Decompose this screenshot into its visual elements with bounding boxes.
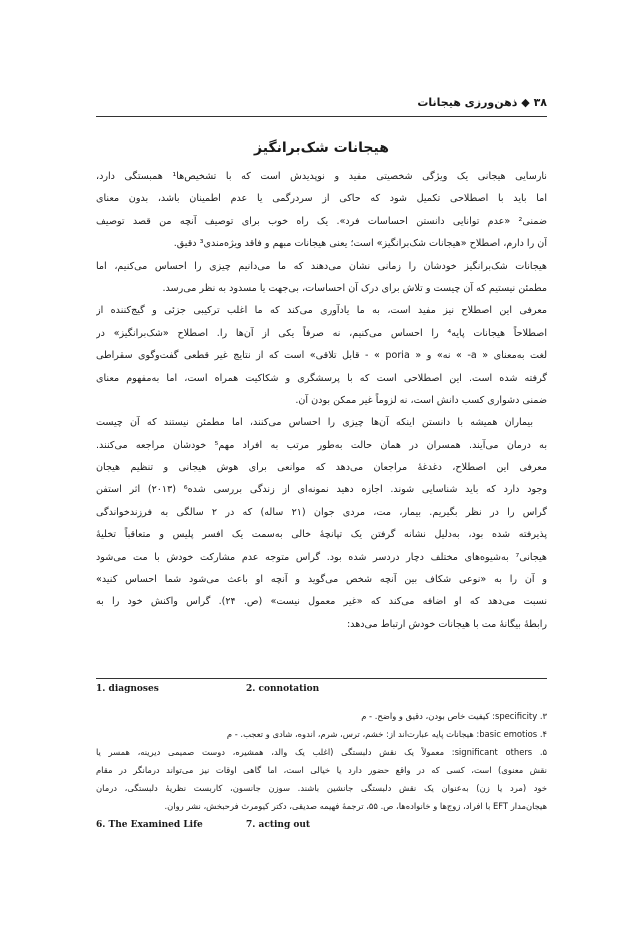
body-line: مطمئن نیستیم که آن چیست و تلاش برای درک آن احساسات، بی‌جهت یا مسدود به نظر می‌رسد. bbox=[162, 282, 547, 294]
body-line: رابطهٔ بیگانهٔ مت با هیجانات خودش ارتباط می‌دهد: bbox=[346, 618, 547, 630]
footnote-7: 7. acting out bbox=[246, 820, 311, 830]
body-line: ضمنی دشواری کسب دانش است، نه لزوماً غیر ممکن بودن آن. bbox=[295, 394, 547, 406]
body-line: وجود دارد که باید شناسایی شوند. اجازه دهید نمونه‌ای از زندگی بررسی شده⁶ (۲۰۱۳) اثر استفن bbox=[96, 484, 547, 496]
body-line: معرفی این اصطلاح نیز مفید است، به ما یادآوری می‌کند که ما اغلب ترکیبی جزئی و گیج‌کننده از bbox=[96, 305, 547, 317]
body-line: گراس را در نظر بگیریم. بیمار، مت، مردی جوان (۲۱ ساله) که در ۲ سالگی به فرزندخواندگی bbox=[96, 506, 547, 518]
body-line: ضمنی² «عدم توانایی دانستن احساسات فرد». یک راه خوب برای توصیف آنچه من قصد توصیف bbox=[96, 215, 547, 227]
body-line: لغت به‌معنای « a‑ » نه» و « poria » ‑ قابل تلاقی» است که از نتایج غیر قطعی گفت‌وگوی سقراطی bbox=[96, 350, 547, 362]
body-line: اصطلاحاً هیجانات پایه⁴ را احساس می‌کنیم، نه صرفاً یکی از آن‌ها را. اصطلاح «شک‌برانگیز» در bbox=[96, 327, 547, 339]
running-header bbox=[96, 96, 547, 116]
footnote-line: ۵. significant others: معمولاً یک نقش دلبستگی (اغلب یک والد، همشیره، دوست صمیمی دیرینه، همسر یا bbox=[96, 747, 547, 757]
body-line: اما باید با اصطلاحی تکمیل شود که حاکی از سردرگمی یا عدم اطمینان باشد، بدون معنای bbox=[96, 193, 547, 205]
footnote-block bbox=[96, 707, 547, 815]
footnote-line: نقش معنوی) است، کسی که در واقع حضور دارد یا خیالی است، اما گاهی اوقات نیز می‌تواند درمانگر در مقام bbox=[96, 765, 547, 775]
body-text bbox=[96, 166, 547, 636]
body-line: هیجانی⁷ به‌شیوه‌های مختلف دچار دردسر شده بود. گراس متوجه عدم مشارکت خودش با مت می‌شود bbox=[96, 551, 547, 563]
body-line: گرفته شده است. این اصطلاحی است که با پرسشگری و شکاکیت همراه است، اما به‌مفهوم معنای bbox=[96, 372, 547, 384]
body-line: معرفی این اصطلاح، دغدغهٔ مراجعان می‌دهد که موانعی برای هوش هیجانی و تنظیم هیجان bbox=[96, 462, 547, 474]
body-line: نارسایی هیجانی یک ویژگی شخصیتی مفید و نوپدیدش است که با تشخیص‌ها¹ همبستگی دارد، bbox=[96, 171, 547, 182]
footnote-2: 2. connotation bbox=[246, 684, 320, 694]
body-line: بیماران همیشه با دانستن اینکه آن‌ها چیزی را احساس می‌کنند، اما مطمئن نیستند که آن چیست bbox=[96, 417, 533, 429]
section-title: هیجانات شک‌برانگیز bbox=[254, 140, 389, 156]
footnote-1: 1. diagnoses bbox=[96, 684, 159, 694]
page-number-header: ۳۸ ◆ ذهن‌ورزی هیجانات bbox=[417, 96, 547, 109]
body-line: به درمان می‌آیند. همسران در همان حالت به‌طور مرتب به افراد مهم⁵ خودشان مراجعه می‌کنند. bbox=[96, 439, 547, 451]
body-line: هیجانات شک‌برانگیز خودشان را زمانی نشان می‌دهند که ما می‌دانیم چیزی را احساس می‌کنیم، اما bbox=[96, 260, 547, 272]
body-line: نسبت می‌دهد که او اضافه می‌کند که «غیر معمول نیست» (ص. ۲۴). گراس واکنش خود را به bbox=[96, 596, 547, 608]
footnote-line: خود (مرد یا زن) به‌عنوان یک نقش دلبستگی جانشین باشند. سوزن جانسون، کاربست نظریهٔ دلبستگی، درمان bbox=[96, 783, 547, 793]
body-line: پذیرفته شده بود، به‌دلیل نشانه گرفتن یک تپانچهٔ خالی به‌سمت یک افسر پلیس و متعاقباً تخلیهٔ bbox=[96, 529, 547, 541]
footnote-line: ۴. basic emotios: هیجانات پایه عبارت‌اند از: خشم، ترس، شرم، اندوه، شادی و تعجب. ‑ م bbox=[226, 729, 547, 739]
footnote-rule bbox=[96, 678, 547, 679]
footnote-line: هیجان‌مدار EFT با افراد، زوج‌ها و خانواده‌ها، ص. ۵۵، ترجمهٔ فهیمه صدیقی، دکتر کیومرث فرحبخش، نشر روان. bbox=[164, 801, 547, 811]
footnote-6: 6. The Examined Life bbox=[96, 820, 203, 830]
header-rule bbox=[96, 116, 547, 117]
body-line: و آن را به «نوعی شکاف بین آنچه شخص می‌گوید و آنچه او باعث می‌شود شما احساس کنید» bbox=[96, 574, 547, 586]
body-line: آن را دارم، اصطلاح «هیجانات شک‌برانگیز» است؛ یعنی هیجانات مبهم و فاقد ویژه‌مندی³ دقیق. bbox=[173, 238, 547, 250]
footnote-line: ۳. specificity: کیفیت خاص بودن، دقیق و واضح. ‑ م bbox=[361, 711, 547, 721]
